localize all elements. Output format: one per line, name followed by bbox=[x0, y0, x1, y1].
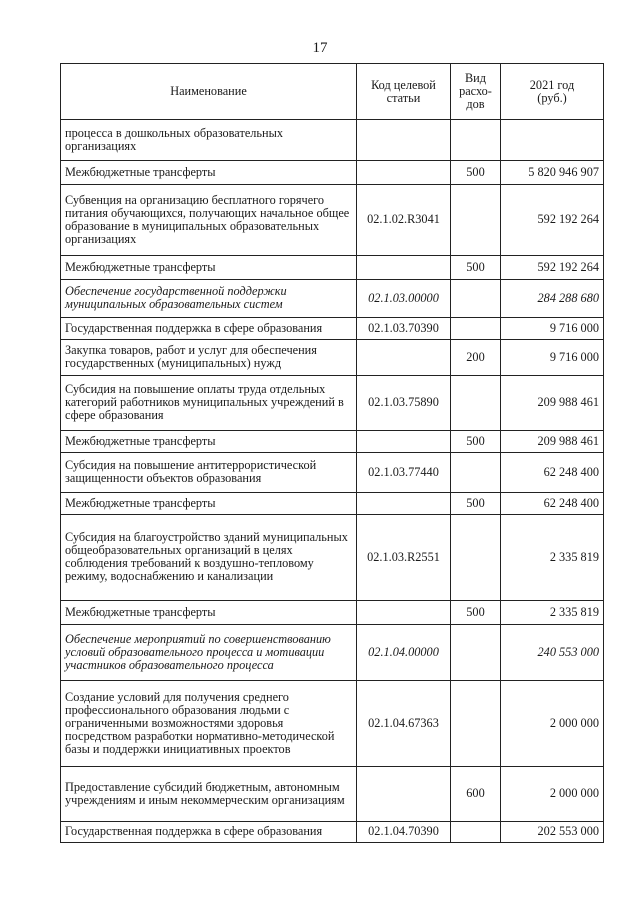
cell-type bbox=[451, 681, 501, 767]
table-row bbox=[61, 280, 604, 318]
cell-code bbox=[357, 120, 451, 161]
cell-type bbox=[451, 822, 501, 843]
header-type: Вид расхо-дов bbox=[451, 64, 501, 120]
header-amount bbox=[501, 64, 604, 120]
cell-code bbox=[357, 493, 451, 515]
cell-type bbox=[451, 625, 501, 681]
cell-name: Государственная поддержка в сфере образования bbox=[61, 318, 357, 340]
cell-code bbox=[357, 161, 451, 185]
cell-type bbox=[451, 376, 501, 431]
cell-amount: 2 000 000 bbox=[501, 767, 604, 822]
cell-code bbox=[357, 256, 451, 280]
cell-code: 02.1.03.75890 bbox=[357, 376, 451, 431]
cell-amount: 62 248 400 bbox=[501, 453, 604, 493]
cell-code: 02.1.03.77440 bbox=[357, 453, 451, 493]
cell-type: 500 bbox=[451, 256, 501, 280]
cell-code: 02.1.03.70390 bbox=[357, 318, 451, 340]
cell-name: Субвенция на организацию бесплатного горячего питания обучающихся, получающих начальное общее образование в муниципальных образовательных организациях bbox=[61, 185, 357, 256]
cell-code bbox=[357, 767, 451, 822]
cell-type: 600 bbox=[451, 767, 501, 822]
cell-type bbox=[451, 280, 501, 318]
table-header-row bbox=[61, 64, 604, 120]
cell-amount: 209 988 461 bbox=[501, 431, 604, 453]
table-row bbox=[61, 376, 604, 431]
cell-amount: 209 988 461 bbox=[501, 376, 604, 431]
cell-type bbox=[451, 453, 501, 493]
header-name: Наименование bbox=[61, 64, 357, 120]
cell-amount: 2 335 819 bbox=[501, 515, 604, 601]
cell-code: 02.1.03.00000 bbox=[357, 280, 451, 318]
header-amount-year: 2021 год bbox=[529, 77, 575, 92]
cell-amount: 284 288 680 bbox=[501, 280, 604, 318]
cell-type bbox=[451, 185, 501, 256]
budget-table bbox=[60, 63, 604, 843]
cell-amount bbox=[501, 120, 604, 161]
cell-amount: 240 553 000 bbox=[501, 625, 604, 681]
cell-name: Государственная поддержка в сфере образования bbox=[61, 822, 357, 843]
cell-amount: 9 716 000 bbox=[501, 340, 604, 376]
table-row bbox=[61, 601, 604, 625]
cell-code: 02.1.02.R3041 bbox=[357, 185, 451, 256]
cell-code: 02.1.04.70390 bbox=[357, 822, 451, 843]
table-row bbox=[61, 515, 604, 601]
table-row bbox=[61, 161, 604, 185]
table-row bbox=[61, 625, 604, 681]
cell-amount: 9 716 000 bbox=[501, 318, 604, 340]
cell-amount: 592 192 264 bbox=[501, 185, 604, 256]
cell-amount: 62 248 400 bbox=[501, 493, 604, 515]
cell-type: 500 bbox=[451, 493, 501, 515]
table-row bbox=[61, 340, 604, 376]
table-row bbox=[61, 431, 604, 453]
header-amount-unit: (руб.) bbox=[537, 90, 567, 105]
cell-type bbox=[451, 515, 501, 601]
table-row bbox=[61, 256, 604, 280]
table-row bbox=[61, 493, 604, 515]
cell-name: Субсидия на благоустройство зданий муниципальных общеобразовательных организаций в целях соблюдения требований к воздушно-тепловому режиму, водоснабжению и канализации bbox=[61, 515, 357, 601]
cell-type: 500 bbox=[451, 161, 501, 185]
table-row bbox=[61, 681, 604, 767]
cell-amount: 202 553 000 bbox=[501, 822, 604, 843]
cell-name: Межбюджетные трансферты bbox=[61, 256, 357, 280]
table-row bbox=[61, 767, 604, 822]
cell-name: процесса в дошкольных образовательных организациях bbox=[61, 120, 357, 161]
cell-amount: 592 192 264 bbox=[501, 256, 604, 280]
cell-name: Межбюджетные трансферты bbox=[61, 601, 357, 625]
cell-name: Создание условий для получения среднего профессионального образования людьми с ограниченными возможностями здоровья посредством разработки нормативно-методической базы и поддержки инициативных проектов bbox=[61, 681, 357, 767]
cell-type: 200 bbox=[451, 340, 501, 376]
cell-amount: 2 000 000 bbox=[501, 681, 604, 767]
cell-name: Субсидия на повышение оплаты труда отдельных категорий работников муниципальных учреждений в сфере образования bbox=[61, 376, 357, 431]
cell-code bbox=[357, 601, 451, 625]
cell-name: Межбюджетные трансферты bbox=[61, 161, 357, 185]
cell-name: Закупка товаров, работ и услуг для обеспечения государственных (муниципальных) нужд bbox=[61, 340, 357, 376]
cell-code bbox=[357, 431, 451, 453]
cell-name: Предоставление субсидий бюджетным, автономным учреждениям и иным некоммерческим организациям bbox=[61, 767, 357, 822]
cell-amount: 5 820 946 907 bbox=[501, 161, 604, 185]
table-row bbox=[61, 318, 604, 340]
header-code: Код целевой статьи bbox=[357, 64, 451, 120]
cell-code: 02.1.04.67363 bbox=[357, 681, 451, 767]
cell-code: 02.1.03.R2551 bbox=[357, 515, 451, 601]
cell-name: Обеспечение мероприятий по совершенствованию условий образовательного процесса и мотивации участников образовательного процесса bbox=[61, 625, 357, 681]
table-row bbox=[61, 822, 604, 843]
table-row bbox=[61, 185, 604, 256]
page-number: 17 bbox=[312, 40, 328, 56]
cell-name: Обеспечение государственной поддержки муниципальных образовательных систем bbox=[61, 280, 357, 318]
cell-type: 500 bbox=[451, 601, 501, 625]
cell-type bbox=[451, 120, 501, 161]
cell-code: 02.1.04.00000 bbox=[357, 625, 451, 681]
table-row bbox=[61, 120, 604, 161]
cell-code bbox=[357, 340, 451, 376]
cell-name: Межбюджетные трансферты bbox=[61, 493, 357, 515]
cell-name: Межбюджетные трансферты bbox=[61, 431, 357, 453]
cell-type: 500 bbox=[451, 431, 501, 453]
cell-type bbox=[451, 318, 501, 340]
cell-amount: 2 335 819 bbox=[501, 601, 604, 625]
table-row bbox=[61, 453, 604, 493]
cell-name: Субсидия на повышение антитеррористической защищенности объектов образования bbox=[61, 453, 357, 493]
